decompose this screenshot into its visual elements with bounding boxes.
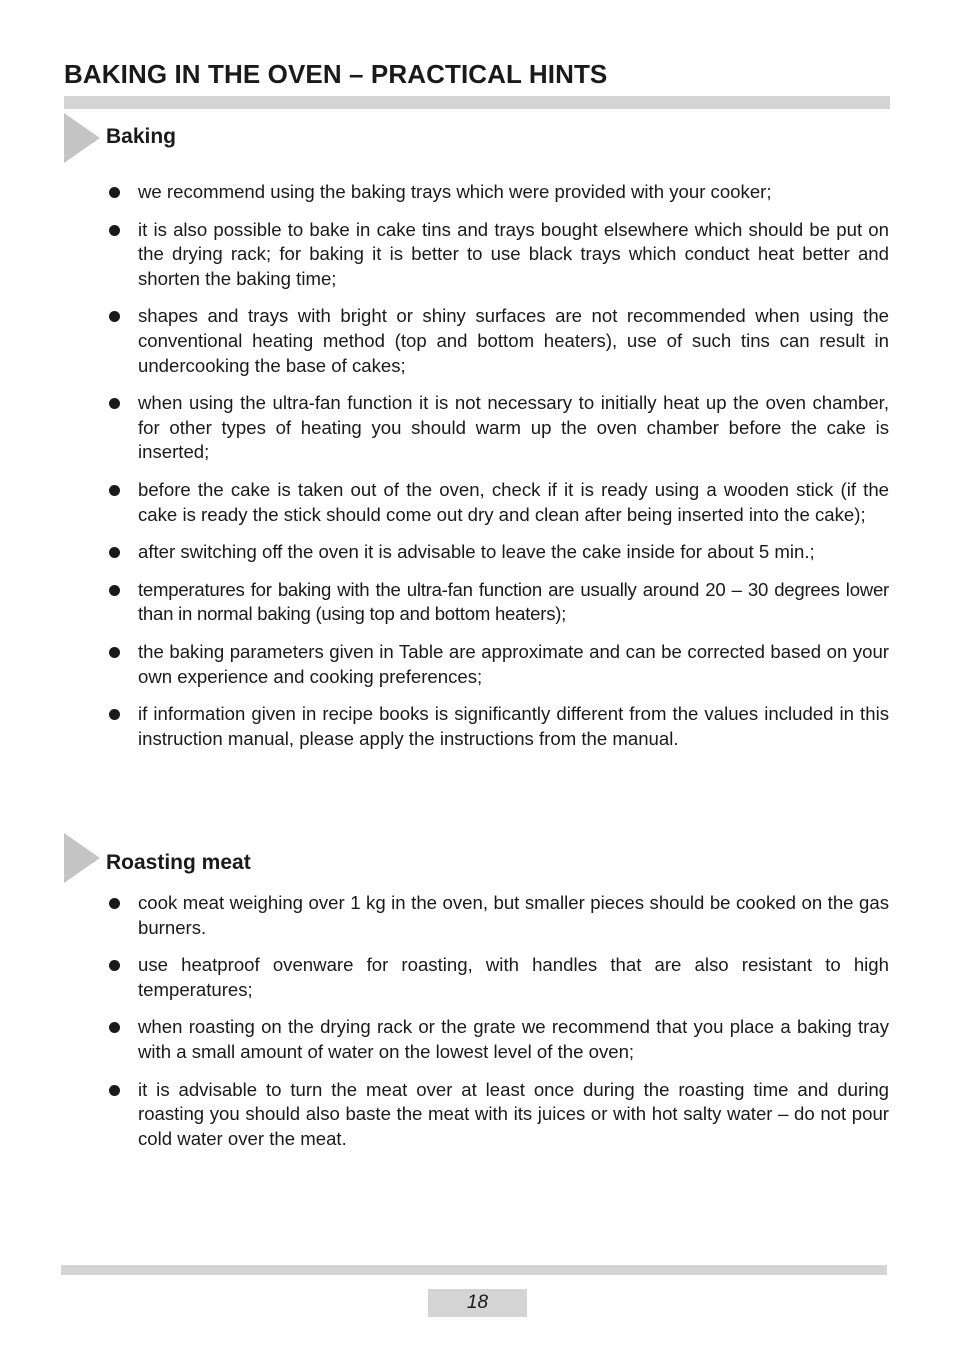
section-heading-roasting: Roasting meat [106, 851, 251, 874]
list-item-text: when roasting on the drying rack or the grate we recommend that you place a baking tray with a small amount of water on the lowest level of the oven; [138, 1016, 889, 1062]
list-item-text: it is also possible to bake in cake tins and trays bought elsewhere which should be put on the drying rack; for baking it is better to use black trays which conduct heat better and shorten the baking time; [138, 218, 889, 289]
bullet-icon [109, 225, 120, 236]
list-item-text: temperatures for baking with the ultra-fan function are usually around 20 – 30 degrees lower than in normal baking (using top and bottom heaters); [138, 578, 889, 625]
list-item-text: the baking parameters given in Table are approximate and can be corrected based on your own experience and cooking preferences; [138, 640, 889, 687]
bullet-icon [109, 485, 120, 496]
roasting-hints-list [0, 891, 889, 1151]
bullet-icon [109, 398, 120, 409]
bullet-icon [109, 311, 120, 322]
bullet-icon [109, 1022, 120, 1033]
section-marker-roasting [64, 833, 100, 883]
list-item [0, 953, 889, 1002]
bullet-icon [109, 547, 120, 558]
section-marker-baking [64, 113, 100, 163]
page-title: BAKING IN THE OVEN – PRACTICAL HINTS [64, 59, 608, 89]
list-item [0, 578, 889, 627]
list-item [0, 180, 889, 205]
list-item-text: we recommend using the baking trays which were provided with your cooker; [138, 181, 772, 202]
list-item [0, 218, 889, 292]
page-number: 18 [428, 1289, 527, 1317]
baking-hints-list [0, 180, 889, 751]
section-heading-baking: Baking [106, 125, 177, 148]
list-item-text: before the cake is taken out of the oven, check if it is ready using a wooden stick (if the cake is ready the stick should come out dry and clean after being inserted into the cake); [138, 478, 889, 525]
list-item-text: use heatproof ovenware for roasting, with handles that are also resistant to high temperatures; [138, 954, 889, 1000]
list-item-text: after switching off the oven it is advisable to leave the cake inside for about 5 min.; [138, 541, 815, 563]
bullet-icon [109, 898, 120, 909]
list-item [0, 391, 889, 465]
title-divider [64, 96, 890, 109]
list-item [0, 478, 889, 527]
bullet-icon [109, 187, 120, 198]
bullet-icon [109, 960, 120, 971]
list-item [0, 1015, 889, 1064]
bullet-icon [109, 647, 120, 658]
footer-divider [61, 1265, 887, 1275]
list-item [0, 702, 889, 751]
list-item [0, 540, 889, 565]
list-item [0, 1078, 889, 1152]
list-item [0, 891, 889, 940]
list-item-text: shapes and trays with bright or shiny surfaces are not recommended when using the conventional heating method (top and bottom heaters), use of such tins can result in undercooking the base of cakes; [138, 305, 889, 376]
bullet-icon [109, 709, 120, 720]
list-item-text: it is advisable to turn the meat over at least once during the roasting time and during roasting you should also baste the meat with its juices or with hot salty water – do not pour cold water over the meat. [138, 1078, 889, 1149]
list-item-text: if information given in recipe books is significantly different from the values included in this instruction manual, please apply the instructions from the manual. [138, 703, 889, 749]
list-item-text: cook meat weighing over 1 kg in the oven, but smaller pieces should be cooked on the gas burners. [138, 892, 889, 938]
list-item [0, 304, 889, 378]
list-item-text: when using the ultra-fan function it is not necessary to initially heat up the oven chamber, for other types of heating you should warm up the oven chamber before the cake is inserted; [138, 392, 889, 463]
bullet-icon [109, 585, 120, 596]
list-item [0, 640, 889, 689]
bullet-icon [109, 1085, 120, 1096]
